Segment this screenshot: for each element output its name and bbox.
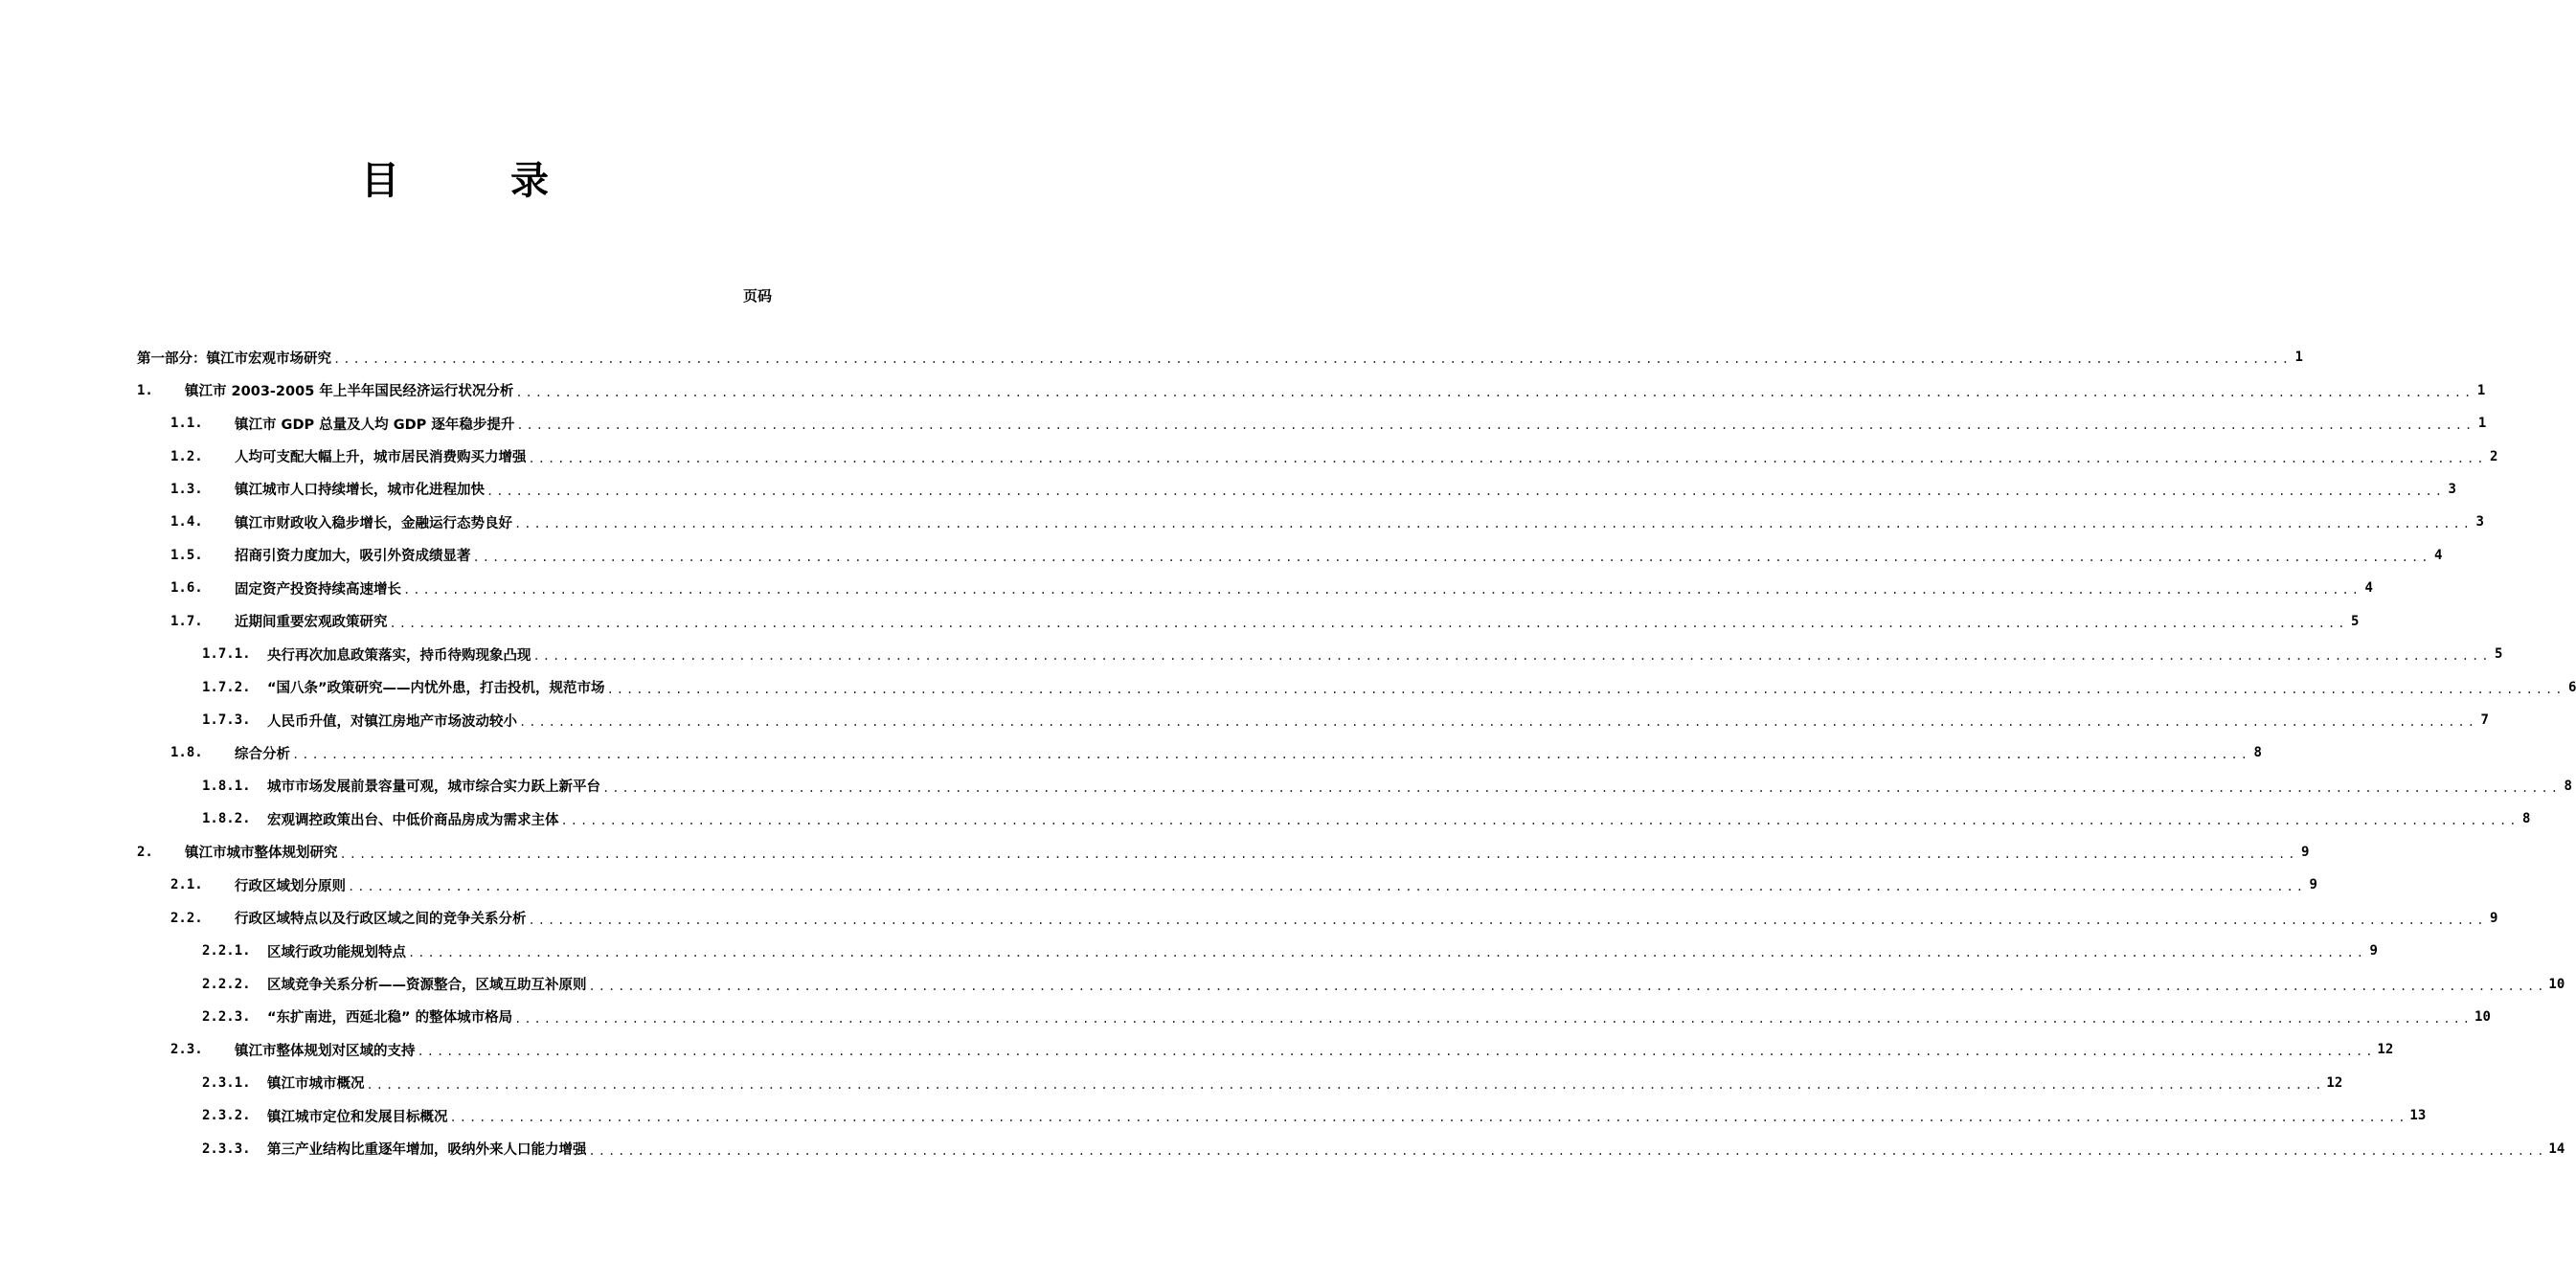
toc-entry[interactable] [137,605,2360,638]
toc-entry-number: 2.3.3. [202,1140,251,1157]
toc-entry-page: 10 [2548,976,2565,992]
toc-entry[interactable] [137,407,2487,440]
toc-entry[interactable] [137,539,2443,572]
toc-dot-leader: ........................................................................................................................................................................................................ [292,748,2250,762]
toc-entry-page: 8 [2253,745,2262,761]
table-of-contents [137,341,2576,1165]
toc-entry[interactable] [137,638,2503,670]
toc-entry-number: 1.8.2. [202,811,251,827]
toc-entry-page: 1 [2477,416,2487,432]
toc-dot-leader: ........................................................................................................................................................................................................ [602,780,2561,795]
page-number-header: 页码 [742,287,772,305]
toc-entry[interactable] [137,967,2565,1000]
toc-entry-number: 1.1. [170,416,203,432]
toc-entry-number: 1.8.1. [202,778,251,794]
toc-entry-title: 镇江市城市整体规划研究 [185,846,338,862]
toc-entry-number: 1.7.1. [202,646,251,663]
toc-dot-leader: ........................................................................................................................................................................................................ [532,649,2492,664]
toc-entry[interactable] [137,1067,2343,1099]
toc-entry[interactable] [137,440,2498,472]
toc-entry[interactable] [137,736,2262,769]
toc-entry-title: 固定资产投资持续高速增长 [235,581,401,598]
toc-entry-title: 人均可支配大幅上升，城市居民消费购买力增强 [235,450,527,466]
toc-dot-leader: ........................................................................................................................................................................................................ [333,352,2292,367]
toc-entry-title: 镇江市财政收入稳步增长，金融运行态势良好 [235,515,512,531]
toc-entry[interactable] [137,869,2317,901]
toc-entry-page: 3 [2448,481,2456,497]
toc-entry[interactable] [137,1099,2427,1132]
toc-entry-number: 1.7.2. [202,679,251,695]
toc-dot-leader: ........................................................................................................................................................................................................ [514,517,2473,531]
toc-entry-title: 第一部分：镇江市宏观市场研究 [137,350,331,367]
toc-entry-page: 5 [2494,646,2503,663]
toc-entry-page: 3 [2475,514,2484,531]
toc-entry-title: 行政区域划分原则 [235,878,346,894]
toc-entry-number: 1.5. [170,547,203,563]
toc-entry-title: 招商引资力度加大，吸引外资成绩显著 [235,549,471,565]
toc-entry-page: 1 [2294,350,2303,366]
toc-dot-leader: ........................................................................................................................................................................................................ [515,385,2474,399]
toc-entry-title: 镇江市整体规划对区域的支持 [235,1043,416,1059]
toc-entry-title: 近期间重要宏观政策研究 [235,615,388,631]
toc-entry-page: 9 [2300,844,2310,860]
toc-entry-number: 1.3. [170,481,203,497]
toc-dot-leader: ........................................................................................................................................................................................................ [519,715,2477,730]
toc-entry-number: 2.2. [170,910,203,926]
toc-entry-title: 镇江城市人口持续增长，城市化进程加快 [235,483,485,499]
toc-entry[interactable] [137,506,2484,538]
toc-dot-leader: ........................................................................................................................................................................................................ [486,484,2445,498]
toc-entry-page: 8 [2521,811,2531,827]
toc-entry-title: 人民币升值，对镇江房地产市场波动较小 [267,713,517,730]
toc-entry-number: 1.2. [170,448,203,464]
toc-dot-leader: ........................................................................................................................................................................................................ [560,814,2520,828]
toc-entry[interactable] [137,572,2373,604]
toc-entry[interactable] [137,670,2576,703]
toc-entry-title: 城市市场发展前景容量可观，城市综合实力跃上新平台 [267,779,600,796]
toc-entry[interactable] [137,473,2456,506]
toc-entry-number: 2.3. [170,1042,203,1058]
toc-entry-number: 1. [137,382,153,398]
toc-entry-title: 央行再次加息政策落实，持币待购现象凸现 [267,647,531,664]
toc-dot-leader: ........................................................................................................................................................................................................ [606,682,2565,696]
toc-entry-number: 2.2.3. [202,1008,251,1025]
toc-entry-page: 14 [2548,1140,2565,1157]
toc-entry-number: 1.8. [170,745,203,761]
toc-entry-page: 13 [2409,1108,2427,1124]
toc-entry[interactable] [137,1001,2491,1033]
toc-entry-number: 2. [137,844,153,860]
toc-entry-page: 8 [2564,778,2572,794]
toc-dot-leader: ........................................................................................................................................................................................................ [366,1077,2325,1092]
toc-entry-page: 7 [2480,712,2489,729]
toc-dot-leader: ........................................................................................................................................................................................................ [516,418,2475,433]
toc-entry[interactable] [137,1133,2565,1165]
toc-entry-title: 综合分析 [235,746,290,762]
toc-dot-leader: ........................................................................................................................................................................................................ [408,946,2366,960]
toc-entry-number: 2.2.2. [202,976,251,992]
toc-entry-title: 镇江市 GDP 总量及人均 GDP 逐年稳步提升 [235,417,515,433]
toc-entry-number: 2.1. [170,877,203,893]
toc-dot-leader: ........................................................................................................................................................................................................ [339,847,2298,861]
toc-entry-title: 区域竞争关系分析——资源整合，区域互助互补原则 [267,978,587,994]
toc-entry-number: 1.7. [170,613,203,629]
toc-entry-page: 9 [2309,877,2317,893]
toc-entry-page: 1 [2476,382,2486,398]
toc-entry-title: 镇江城市定位和发展目标概况 [267,1109,448,1125]
toc-entry[interactable] [137,770,2572,802]
toc-dot-leader: ........................................................................................................................................................................................................ [514,1011,2474,1026]
toc-entry-page: 6 [2568,679,2576,695]
toc-entry[interactable] [137,341,2303,373]
toc-entry-title: “东扩南进，西延北稳” 的整体城市格局 [267,1010,513,1027]
toc-entry[interactable] [137,802,2531,835]
toc-dot-leader: ........................................................................................................................................................................................................ [472,550,2431,564]
toc-entry-title: 宏观调控政策出台、中低价商品房成为需求主体 [267,812,559,828]
toc-entry[interactable] [137,901,2498,934]
toc-entry-title: 区域行政功能规划特点 [267,944,406,960]
toc-entry[interactable] [137,704,2489,736]
toc-dot-leader: ........................................................................................................................................................................................................ [449,1111,2408,1125]
toc-entry-page: 12 [2326,1074,2343,1091]
toc-dot-leader: ........................................................................................................................................................................................................ [348,880,2306,894]
toc-entry-page: 9 [2369,943,2378,960]
toc-entry-number: 1.6. [170,580,203,597]
toc-entry-number: 1.7.3. [202,712,251,729]
toc-entry-title: 第三产业结构比重逐年增加，吸纳外来人口能力增强 [267,1142,587,1159]
toc-dot-leader: ........................................................................................................................................................................................................ [389,616,2348,630]
toc-entry-page: 10 [2474,1008,2491,1025]
toc-entry-page: 4 [2364,580,2373,597]
toc-entry[interactable] [137,935,2378,967]
toc-dot-leader: ........................................................................................................................................................................................................ [528,913,2487,927]
toc-entry-title: 行政区域特点以及行政区域之间的竞争关系分析 [235,912,527,928]
toc-dot-leader: ........................................................................................................................................................................................................ [588,1143,2547,1158]
toc-entry[interactable] [137,373,2486,406]
toc-entry-page: 5 [2350,613,2360,629]
toc-entry-title: 镇江市 2003-2005 年上半年国民经济运行状况分析 [185,384,514,400]
toc-entry-title: 镇江市城市概况 [267,1076,365,1093]
toc-entry-page: 2 [2489,448,2498,464]
toc-dot-leader: ........................................................................................................................................................................................................ [403,583,2361,598]
toc-dot-leader: ........................................................................................................................................................................................................ [588,979,2547,993]
toc-entry-page: 9 [2489,910,2498,926]
toc-entry-number: 2.3.2. [202,1108,251,1124]
toc-entry[interactable] [137,836,2310,869]
toc-entry-number: 2.2.1. [202,943,251,960]
toc-entry-page: 4 [2433,547,2443,563]
page-title: 目 录 [361,159,585,203]
toc-entry[interactable] [137,1033,2394,1066]
toc-entry-number: 2.3.1. [202,1074,251,1091]
toc-entry-title: “国八条”政策研究——内忧外患，打击投机，规范市场 [267,681,605,697]
toc-entry-page: 12 [2377,1042,2394,1058]
toc-entry-number: 1.4. [170,514,203,531]
toc-dot-leader: ........................................................................................................................................................................................................ [528,451,2487,465]
toc-dot-leader: ........................................................................................................................................................................................................ [417,1045,2376,1059]
